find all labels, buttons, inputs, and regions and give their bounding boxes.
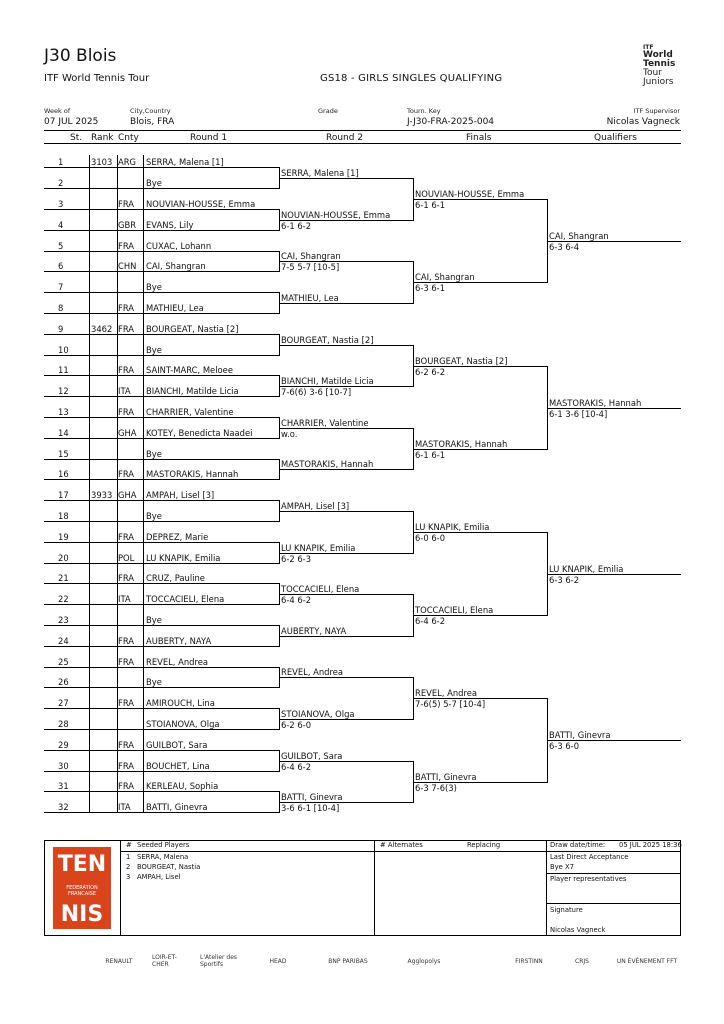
round2-winner: NOUVIAN-HOUSSE, Emma <box>281 210 391 220</box>
draw-position: 9 <box>58 324 64 334</box>
footer-divider <box>374 840 375 936</box>
player-country: FRA <box>118 303 135 313</box>
player-line <box>44 375 279 376</box>
player-country: FRA <box>118 407 135 417</box>
player-country: FRA <box>118 365 135 375</box>
draw-position: 12 <box>58 386 69 396</box>
round2-winner: BIANCHI, Matilde Licia <box>281 376 374 386</box>
player-line <box>44 355 279 356</box>
player-name: MASTORAKIS, Hannah <box>146 469 239 479</box>
wtt-juniors-logo: ITF World Tennis Tour Juniors <box>643 44 676 87</box>
round2-winner: BATTI, Ginevra <box>281 792 343 802</box>
draw-position: 24 <box>58 636 69 646</box>
player-name: TOCCACIELI, Elena <box>146 594 225 604</box>
player-name: NOUVIAN-HOUSSE, Emma <box>146 199 256 209</box>
player-line <box>44 771 279 772</box>
player-line <box>44 313 279 314</box>
player-name: BOUCHET, Lina <box>146 761 210 771</box>
tourn-key-value: J-J30-FRA-2025-004 <box>407 117 495 127</box>
sponsor-logo: L'Atelier des Sportifs <box>200 954 238 968</box>
player-name: AMPAH, Lisel [3] <box>146 490 215 500</box>
player-line <box>44 251 279 252</box>
player-name: REVEL, Andrea <box>146 657 209 667</box>
col-round2: Round 2 <box>326 133 364 143</box>
round2-winner: CHARRIER, Valentine <box>281 418 369 428</box>
player-line <box>44 396 279 397</box>
footer-divider <box>546 840 547 936</box>
draw-position: 7 <box>58 282 64 292</box>
finals-winner: CAI, Shangran <box>415 272 475 282</box>
round2-winner: AUBERTY, NAYA <box>281 626 347 636</box>
finals-winner: TOCCACIELI, Elena <box>415 605 494 615</box>
player-line <box>44 604 279 605</box>
draw-position: 25 <box>58 657 69 667</box>
draw-position: 19 <box>58 532 69 542</box>
finals-winner: LU KNAPIK, Emilia <box>415 522 490 532</box>
draw-position: 11 <box>58 365 69 375</box>
finals-winner: NOUVIAN-HOUSSE, Emma <box>415 189 525 199</box>
header-top-rule <box>44 130 681 131</box>
player-name: BOURGEAT, Nastia [2] <box>146 324 239 334</box>
seed-number: 1 <box>126 853 131 861</box>
qualifier-winner: BATTI, Ginevra <box>549 730 611 740</box>
sponsor-logo: UN ÉVÉNEMENT FFT <box>616 957 678 965</box>
player-country: FRA <box>118 636 135 646</box>
draw-position: 21 <box>58 573 69 583</box>
signature-label: Signature <box>550 906 583 914</box>
player-line <box>44 750 279 751</box>
supervisor-value: Nicolas Vagneck <box>606 117 680 127</box>
draw-position: 15 <box>58 449 69 459</box>
finals-score: 6-0 6-0 <box>415 533 446 543</box>
player-name: SAINT-MARC, Meloee <box>146 365 233 375</box>
player-line <box>44 209 279 210</box>
round2-score: 3-6 6-1 [10-4] <box>281 803 340 813</box>
qualifier-winner: CAI, Shangran <box>549 231 609 241</box>
grade-label: Grade <box>318 107 338 115</box>
tourn-key-label: Tourn. Key <box>407 107 441 115</box>
player-country: ITA <box>118 386 131 396</box>
player-line <box>44 583 279 584</box>
draw-position: 30 <box>58 761 69 771</box>
player-line <box>44 687 279 688</box>
player-rank: 3103 <box>91 157 113 167</box>
draw-date-label: Draw date/time: <box>550 841 606 849</box>
round2-line <box>279 428 413 429</box>
column-separator <box>117 155 118 812</box>
draw-position: 3 <box>58 199 64 209</box>
draw-position: 26 <box>58 677 69 687</box>
tournament-title: J30 Blois <box>44 46 117 66</box>
draw-position: 4 <box>58 220 64 230</box>
col-cnty: Cnty <box>118 133 139 143</box>
col-qualifiers: Qualifiers <box>594 133 637 143</box>
player-country: ARG <box>118 157 137 167</box>
col-finals: Finals <box>466 133 492 143</box>
column-separator <box>143 155 144 812</box>
round2-winner: CAI, Shangran <box>281 251 341 261</box>
player-line <box>44 230 279 231</box>
round2-winner: TOCCACIELI, Elena <box>281 584 360 594</box>
week-value: 07 JUL 2025 <box>44 117 99 127</box>
player-country: ITA <box>118 594 131 604</box>
col-rank: Rank <box>91 133 114 143</box>
sponsor-logo: HEAD <box>269 957 287 965</box>
alternates-title: # Alternates <box>380 841 423 849</box>
player-line <box>44 791 279 792</box>
draw-position: 1 <box>58 157 64 167</box>
city-label: City,Country <box>130 107 171 115</box>
lda-value: Bye X7 <box>550 863 575 871</box>
player-line <box>44 417 279 418</box>
player-name: KOTEY, Benedicta Naadei <box>146 428 253 438</box>
seed-number: 2 <box>126 863 131 871</box>
seed-number: 3 <box>126 873 131 881</box>
lda-label: Last Direct Acceptance <box>550 853 629 861</box>
player-reps-label: Player representatives <box>550 875 627 883</box>
seeded-hash: # <box>126 841 132 849</box>
draw-position: 23 <box>58 615 69 625</box>
round2-score: 7-5 5-7 [10-5] <box>281 262 340 272</box>
finals-score: 6-3 7-6(3) <box>415 783 457 793</box>
event-name: GS18 - GIRLS SINGLES QUALIFYING <box>320 73 503 84</box>
round2-line <box>279 178 413 179</box>
player-line <box>44 459 279 460</box>
player-line <box>44 729 279 730</box>
player-name: KERLEAU, Sophia <box>146 781 219 791</box>
player-name: BIANCHI, Matilde Licia <box>146 386 239 396</box>
player-name: Bye <box>146 677 162 687</box>
round2-score: 6-4 6-2 <box>281 762 312 772</box>
seed-player-name: SERRA, Malena <box>137 853 189 861</box>
player-country: FRA <box>118 698 135 708</box>
qualifier-winner: MASTORAKIS, Hannah <box>549 398 642 408</box>
seed-player-name: AMPAH, Lisel <box>137 873 181 881</box>
draw-position: 6 <box>58 261 64 271</box>
draw-position: 13 <box>58 407 69 417</box>
supervisor-label: ITF Supervisor <box>633 107 680 115</box>
draw-position: 10 <box>58 345 69 355</box>
draw-position: 8 <box>58 303 64 313</box>
player-country: FRA <box>118 469 135 479</box>
qualifier-score: 6-3 6-0 <box>549 741 580 751</box>
player-name: EVANS, Lily <box>146 220 194 230</box>
player-line <box>44 625 279 626</box>
sponsor-logo: FIRSTINN <box>515 957 543 965</box>
player-name: CRUZ, Pauline <box>146 573 205 583</box>
player-name: Bye <box>146 511 162 521</box>
col-st: St. <box>70 133 83 143</box>
week-label: Week of <box>44 107 71 115</box>
player-country: FRA <box>118 532 135 542</box>
draw-position: 16 <box>58 469 69 479</box>
finals-score: 6-2 6-2 <box>415 367 446 377</box>
qualifier-winner: LU KNAPIK, Emilia <box>549 564 624 574</box>
player-line <box>44 521 279 522</box>
draw-position: 29 <box>58 740 69 750</box>
player-name: CAI, Shangran <box>146 261 206 271</box>
draw-position: 20 <box>58 553 69 563</box>
col-round1: Round 1 <box>190 133 228 143</box>
player-line <box>44 188 279 189</box>
footer-divider <box>546 873 681 874</box>
round2-score: 6-2 6-0 <box>281 720 312 730</box>
round2-score: 6-4 6-2 <box>281 595 312 605</box>
replacing-title: Replacing <box>467 841 501 849</box>
tour-name: ITF World Tennis Tour <box>44 73 150 84</box>
draw-position: 22 <box>58 594 69 604</box>
finals-score: 6-3 6-1 <box>415 283 446 293</box>
finals-score: 6-1 6-1 <box>415 200 446 210</box>
draw-position: 27 <box>58 698 69 708</box>
sponsor-logo: Agglopolys <box>407 957 441 965</box>
player-rank: 3462 <box>91 324 113 334</box>
draw-position: 18 <box>58 511 69 521</box>
finals-winner: REVEL, Andrea <box>415 688 478 698</box>
round2-winner: MASTORAKIS, Hannah <box>281 459 374 469</box>
player-line <box>44 812 279 813</box>
footer-divider <box>120 851 681 852</box>
player-country: FRA <box>118 740 135 750</box>
player-country: FRA <box>118 781 135 791</box>
draw-date-value: 05 JUL 2025 18:36 <box>619 841 682 849</box>
draw-position: 17 <box>58 490 69 500</box>
finals-winner: BOURGEAT, Nastia [2] <box>415 356 508 366</box>
draw-position: 32 <box>58 802 69 812</box>
round2-winner: SERRA, Malena [1] <box>281 168 359 178</box>
player-line <box>44 438 279 439</box>
sponsor-logo: LOIR-ET-CHER <box>152 954 177 968</box>
player-country: GHA <box>118 428 137 438</box>
player-name: SERRA, Malena [1] <box>146 157 224 167</box>
round2-winner: STOIANOVA, Olga <box>281 709 355 719</box>
signature-name: Nicolas Vagneck <box>550 926 606 934</box>
finals-winner: MASTORAKIS, Hannah <box>415 439 508 449</box>
player-country: GBR <box>118 220 137 230</box>
draw-position: 5 <box>58 241 64 251</box>
player-country: FRA <box>118 199 135 209</box>
round2-score: 7-6(6) 3-6 [10-7] <box>281 387 352 397</box>
player-country: FRA <box>118 573 135 583</box>
qualifier-score: 6-3 6-2 <box>549 575 580 585</box>
player-name: CHARRIER, Valentine <box>146 407 234 417</box>
player-name: AMIROUCH, Lina <box>146 698 215 708</box>
player-name: Bye <box>146 282 162 292</box>
round2-winner: GUILBOT, Sara <box>281 751 343 761</box>
round2-winner: BOURGEAT, Nastia [2] <box>281 335 374 345</box>
player-line <box>44 271 279 272</box>
draw-position: 31 <box>58 781 69 791</box>
seeded-title: Seeded Players <box>137 841 190 849</box>
seed-player-name: BOURGEAT, Nastia <box>137 863 201 871</box>
player-name: MATHIEU, Lea <box>146 303 204 313</box>
player-country: CHN <box>118 261 137 271</box>
draw-position: 28 <box>58 719 69 729</box>
player-name: GUILBOT, Sara <box>146 740 208 750</box>
sponsor-logo: BNP PARIBAS <box>328 957 368 965</box>
round2-score: w.o. <box>281 429 298 439</box>
header-bottom-rule <box>44 143 681 144</box>
player-name: DEPREZ, Marie <box>146 532 209 542</box>
player-name: Bye <box>146 178 162 188</box>
round2-winner: AMPAH, Lisel [3] <box>281 501 350 511</box>
player-name: Bye <box>146 345 162 355</box>
qualifier-score: 6-3 6-4 <box>549 242 580 252</box>
round2-winner: REVEL, Andrea <box>281 667 344 677</box>
player-name: CUXAC, Lohann <box>146 241 212 251</box>
sponsor-logo: CRJS <box>575 957 589 965</box>
round2-line <box>279 345 413 346</box>
player-country: FRA <box>118 761 135 771</box>
player-country: POL <box>118 553 135 563</box>
draw-position: 14 <box>58 428 69 438</box>
round2-winner: LU KNAPIK, Emilia <box>281 543 356 553</box>
finals-score: 6-4 6-2 <box>415 616 446 626</box>
round2-line <box>279 303 413 304</box>
round2-line <box>279 511 413 512</box>
round2-score: 6-1 6-2 <box>281 221 312 231</box>
finals-score: 6-1 6-1 <box>415 450 446 460</box>
player-name: AUBERTY, NAYA <box>146 636 212 646</box>
round2-line <box>279 469 413 470</box>
footer-divider <box>120 840 121 936</box>
player-line <box>44 334 279 335</box>
finals-score: 7-6(5) 5-7 [10-4] <box>415 699 486 709</box>
player-name: Bye <box>146 449 162 459</box>
player-line <box>44 500 279 501</box>
player-line <box>44 292 279 293</box>
sponsor-logo: RENAULT <box>105 957 133 965</box>
player-line <box>44 542 279 543</box>
qualifier-score: 6-1 3-6 [10-4] <box>549 409 608 419</box>
fft-logo: TEN FEDERATION FRANCAISE NIS <box>53 847 111 929</box>
footer-divider <box>546 903 681 904</box>
player-name: BATTI, Ginevra <box>146 802 208 812</box>
round2-winner: MATHIEU, Lea <box>281 293 339 303</box>
round2-score: 6-2 6-3 <box>281 554 312 564</box>
player-line <box>44 167 279 168</box>
player-line <box>44 646 279 647</box>
player-country: ITA <box>118 802 131 812</box>
player-country: FRA <box>118 657 135 667</box>
player-line <box>44 563 279 564</box>
round2-line <box>279 636 413 637</box>
player-rank: 3933 <box>91 490 113 500</box>
finals-winner: BATTI, Ginevra <box>415 772 477 782</box>
player-line <box>44 479 279 480</box>
player-country: FRA <box>118 324 135 334</box>
draw-position: 2 <box>58 178 64 188</box>
player-name: STOIANOVA, Olga <box>146 719 220 729</box>
city-value: Blois, FRA <box>130 117 175 127</box>
player-line <box>44 667 279 668</box>
column-separator <box>89 155 90 812</box>
round2-line <box>279 677 413 678</box>
player-name: Bye <box>146 615 162 625</box>
player-line <box>44 708 279 709</box>
player-country: GHA <box>118 490 137 500</box>
player-name: LU KNAPIK, Emilia <box>146 553 221 563</box>
player-country: FRA <box>118 241 135 251</box>
